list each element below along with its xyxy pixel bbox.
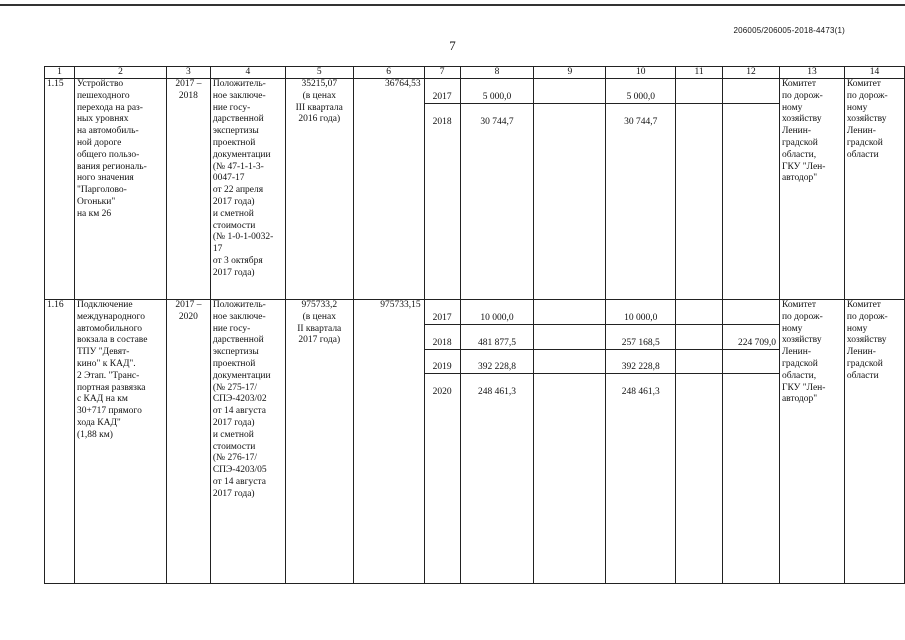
col-header-1: 1 [45,67,75,79]
basis-document: Положитель- ное заключе- ние госу- дарственной экспертизы проектной документации (№ 47-1-1-3- 0047-17 от 22 апреля 2017 года) и сметной стоимости (№ 1-0-1-0032- 17 от 3 октября 2017 года) [210,79,285,300]
col-header-10: 10 [606,67,676,79]
col-header-4: 4 [210,67,285,79]
implementation-period: 2017 – 2020 [166,300,210,584]
year-value: 2017 [425,312,460,325]
col12-value [723,116,779,128]
col-header-6: 6 [353,67,424,79]
year-value: 2020 [432,387,452,398]
customer: Комитет по дорож- ному хозяйству Ленин- градской области [844,300,904,584]
year-value: 2018 [425,337,460,350]
total-value: 392 228,8 [461,361,534,374]
top-border [0,4,905,6]
customer: Комитет по дорож- ному хозяйству Ленин- градской области [844,79,904,300]
col9-value [534,91,605,104]
years-cell [424,79,460,300]
total-cell [460,300,534,584]
col-header-13: 13 [779,67,844,79]
col11-value [676,91,722,104]
col12-value: 224 709,0 [723,337,779,350]
table-row [45,300,905,584]
col-header-7: 7 [424,67,460,79]
col-header-14: 14 [844,67,904,79]
col10-value: 248 461,3 [621,387,660,398]
current-cost: 975733,15 [353,300,424,584]
col12-cell [723,300,780,584]
years-cell [424,300,460,584]
page-number: 7 [449,38,456,53]
col12-value [723,361,779,374]
table-row [45,79,905,300]
col11-cell [676,300,723,584]
col-header-9: 9 [534,67,606,79]
col12-value [723,386,779,398]
col10-value: 5 000,0 [606,91,675,104]
header-row [45,67,905,79]
program-table [44,66,905,584]
current-cost: 36764,53 [353,79,424,300]
col9-value [534,116,605,128]
col10-value: 30 744,7 [624,116,658,127]
object-name: Устройство пешеходного перехода на раз- ных уровнях на автомобиль- ной дороге общего пользо- вания региональ- ного значения "Парголово- Огоньки" на км 26 [74,79,166,300]
col-header-8: 8 [460,67,534,79]
col11-value [676,386,722,398]
col9-value [534,361,605,374]
implementation-period: 2017 – 2018 [166,79,210,300]
executor: Комитет по дорож- ному хозяйству Ленин- градской области, ГКУ "Лен- автодор" [779,79,844,300]
col9-value [534,337,605,350]
row-number: 1.15 [45,79,75,300]
year-value: 2017 [425,91,460,104]
col11-value [676,337,722,350]
col12-value [723,312,779,325]
col11-value [676,312,722,325]
year-value: 2019 [425,361,460,374]
total-value: 5 000,0 [461,91,534,104]
total-value: 10 000,0 [461,312,534,325]
col-header-3: 3 [166,67,210,79]
col12-value [723,91,779,104]
col-header-2: 2 [74,67,166,79]
total-value: 248 461,3 [478,387,517,398]
document-reference: 206005/206005-2018-4473(1) [733,26,845,35]
row-number: 1.16 [45,300,75,584]
col10-value: 10 000,0 [606,312,675,325]
col11-value [676,116,722,128]
total-cell [460,79,534,300]
col9-value [534,312,605,325]
estimated-cost: 975733,2 (в ценах II квартала 2017 года) [285,300,353,584]
total-value: 481 877,5 [461,337,534,350]
col-header-12: 12 [723,67,780,79]
col9-value [534,386,605,398]
col10-value: 257 168,5 [606,337,675,350]
col10-cell [606,79,676,300]
year-value: 2018 [432,116,452,127]
col10-cell [606,300,676,584]
col-header-11: 11 [676,67,723,79]
program-table-wrapper [44,66,905,584]
col-header-5: 5 [285,67,353,79]
object-name: Подключение международного автомобильного вокзала в составе ТПУ "Девят- кино" к КАД". 2 Этап. "Транс- портная развязка с КАД на км 30+717 прямого хода КАД" (1,88 км) [74,300,166,584]
executor: Комитет по дорож- ному хозяйству Ленин- градской области, ГКУ "Лен- автодор" [779,300,844,584]
col11-cell [676,79,723,300]
col11-value [676,361,722,374]
col9-cell [534,79,606,300]
estimated-cost: 35215,07 (в ценах III квартала 2016 года) [285,79,353,300]
col9-cell [534,300,606,584]
col12-cell [723,79,780,300]
basis-document: Положитель- ное заключе- ние госу- дарственной экспертизы проектной документации (№ 275-17/ СПЭ-4203/02 от 14 августа 2017 года) и сметной стоимости (№ 276-17/ СПЭ-4203/05 от 14 августа 2017 года) [210,300,285,584]
total-value: 30 744,7 [480,116,514,127]
col10-value: 392 228,8 [606,361,675,374]
